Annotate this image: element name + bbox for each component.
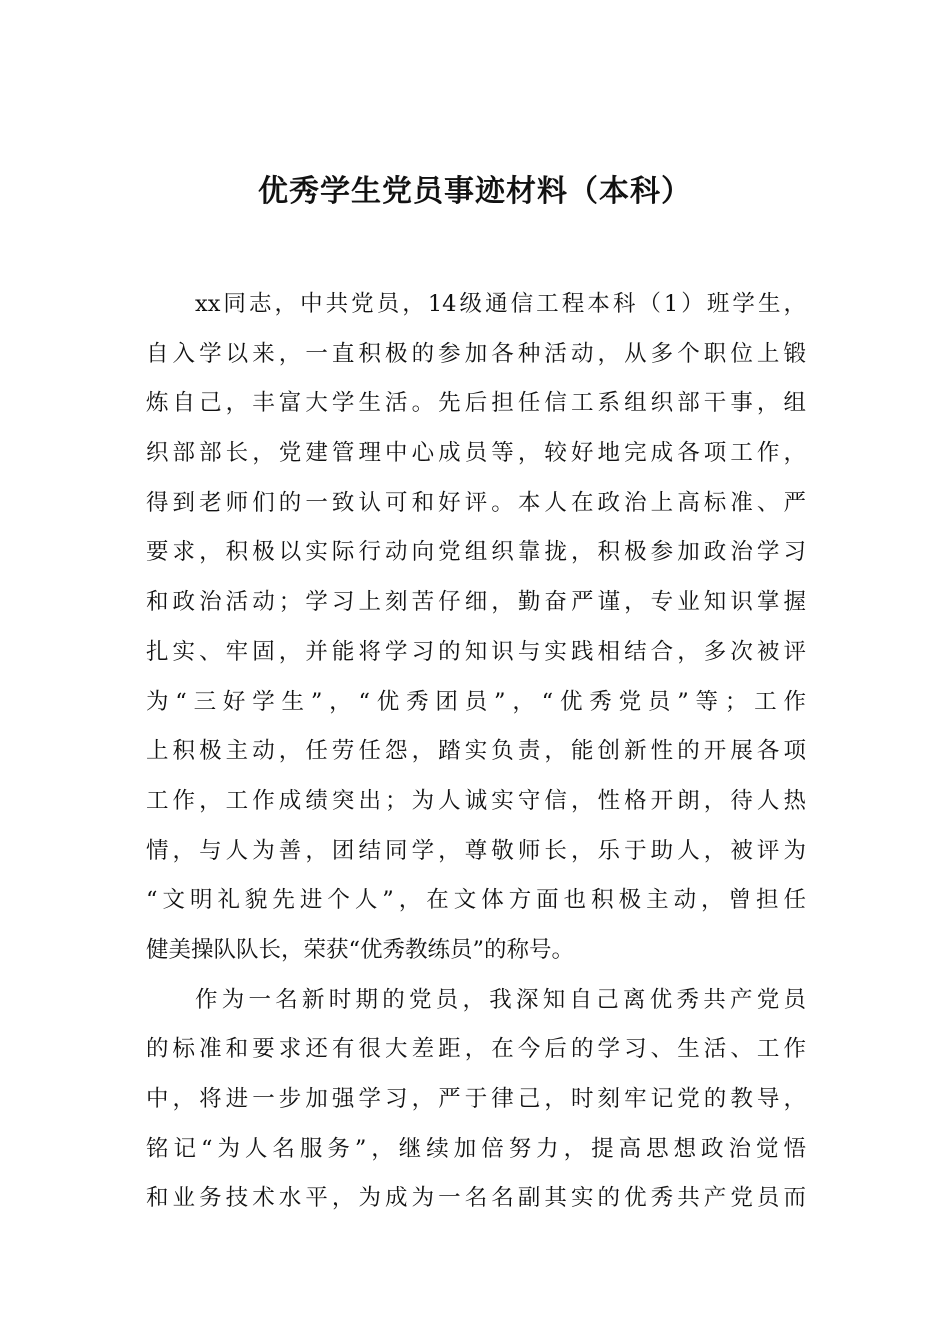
text-line: “文明礼貌先进个人”，在文体方面也积极主动，曾担任: [146, 887, 806, 914]
text-line: 的标准和要求还有很大差距，在今后的学习、生活、工作: [146, 1036, 806, 1063]
text-line: 炼自己，丰富大学生活。先后担任信工系组织部干事，组: [146, 390, 806, 417]
text-line: 情，与人为善，团结同学，尊敬师长，乐于助人，被评为: [146, 837, 806, 864]
text-line: 作为一名新时期的党员，我深知自己离优秀共产党员: [195, 986, 806, 1013]
document-body: [146, 280, 806, 1224]
text-line: 铭记“为人名服务”，继续加倍努力，提高思想政治觉悟: [146, 1135, 806, 1162]
text-line: 织部部长，党建管理中心成员等，较好地完成各项工作，: [146, 440, 806, 467]
text-line: xx同志，中共党员，14级通信工程本科（1）班学生，: [195, 291, 806, 317]
text-line: 健美操队队长，荣获“优秀教练员”的称号。: [146, 936, 575, 963]
text-line: 和业务技术水平，为成为一名名副其实的优秀共产党员而: [146, 1185, 806, 1212]
text-line: 中，将进一步加强学习，严于律己，时刻牢记党的教导，: [146, 1086, 806, 1112]
paragraph: [146, 976, 806, 1224]
text-line: 自入学以来，一直积极的参加各种活动，从多个职位上锻: [146, 340, 806, 367]
text-line: 和政治活动；学习上刻苦仔细，勤奋严谨，专业知识掌握: [146, 589, 806, 616]
paragraph: [146, 280, 806, 976]
text-line: 为“三好学生”，“优秀团员”，“优秀党员”等；工作: [146, 688, 806, 715]
text-line: 工作，工作成绩突出；为人诚实守信，性格开朗，待人热: [146, 787, 806, 814]
text-line: 扎实、牢固，并能将学习的知识与实践相结合，多次被评: [146, 638, 806, 665]
text-line: 要求，积极以实际行动向党组织靠拢，积极参加政治学习: [146, 539, 806, 566]
text-line: 得到老师们的一致认可和好评。本人在政治上高标准、严: [146, 489, 806, 516]
text-line: 上积极主动，任劳任怨，踏实负责，能创新性的开展各项: [146, 738, 806, 765]
document-title: 优秀学生党员事迹材料（本科）: [258, 174, 692, 209]
